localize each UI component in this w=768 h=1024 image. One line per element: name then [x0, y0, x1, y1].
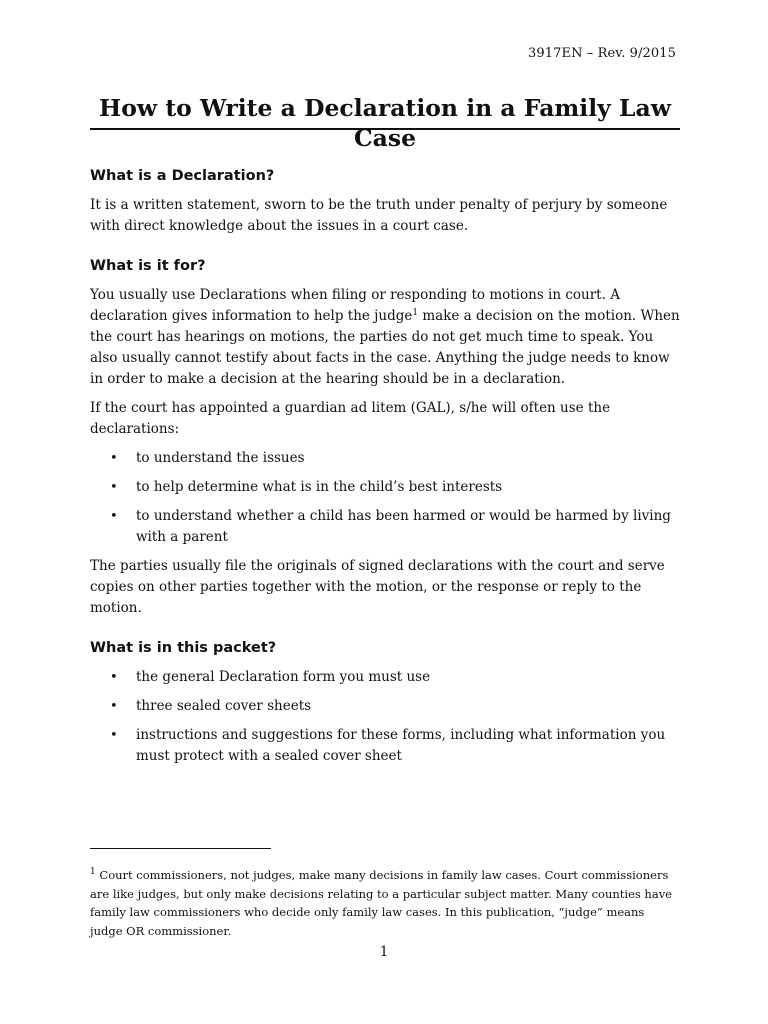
purpose-text-before: You usually use Declarations when filing or responding to motions in court. A declaration gives information to help the judge — [90, 287, 620, 324]
list-item-text: to understand whether a child has been harmed or would be harmed by living with a parent — [136, 508, 671, 545]
list-item — [90, 477, 680, 498]
bullet-icon: • — [110, 670, 118, 685]
list-item-text: the general Declaration form you must use — [136, 669, 431, 685]
footnote-reference: 1 — [412, 308, 419, 318]
bullet-icon: • — [110, 509, 118, 524]
section-heading-what-is-in-packet: What is in this packet? — [90, 640, 277, 656]
title-underline — [90, 128, 680, 130]
list-item — [90, 696, 680, 717]
footnote-separator — [90, 848, 271, 849]
list-item — [90, 448, 680, 469]
bullet-icon: • — [110, 728, 118, 743]
bullet-icon: • — [110, 451, 118, 466]
footnote-marker: 1 — [90, 867, 96, 877]
document-title: How to Write a Declaration in a Family Law Case — [99, 94, 671, 152]
list-item-text: three sealed cover sheets — [136, 698, 312, 714]
document-body — [90, 164, 680, 775]
packet-contents-list — [90, 667, 680, 767]
gal-uses-list — [90, 448, 680, 548]
filing-paragraph: The parties usually file the originals of signed declarations with the court and serve copies on other parties together with the motion, or the response or reply to the motion. — [90, 558, 665, 616]
purpose-text-after: make a decision on the motion. When the court has hearings on motions, the parties do not get much time to speak. You also usually cannot testify about facts in the case. Anything the judge needs to know in order to make a decision at the hearing should be in a declaration. — [90, 308, 680, 387]
bullet-icon: • — [110, 480, 118, 495]
list-item-text: instructions and suggestions for these forms, including what information you must protect with a sealed cover sheet — [136, 727, 666, 764]
section-heading-what-is-declaration: What is a Declaration? — [90, 168, 275, 184]
section-heading-what-is-it-for: What is it for? — [90, 258, 206, 274]
list-item-text: to understand the issues — [136, 450, 305, 466]
bullet-icon: • — [110, 699, 118, 714]
footnote — [90, 866, 680, 940]
list-item — [90, 667, 680, 688]
gal-intro: If the court has appointed a guardian ad litem (GAL), s/he will often use the declarations: — [90, 400, 611, 437]
list-item — [90, 506, 680, 548]
declaration-definition: It is a written statement, sworn to be the truth under penalty of perjury by someone with direct knowledge about the issues in a court case. — [90, 197, 668, 234]
page-number: 1 — [379, 944, 389, 960]
form-id: 3917EN – Rev. 9/2015 — [528, 46, 676, 61]
footnote-text: Court commissioners, not judges, make many decisions in family law cases. Court commissioners are like judges, but only make decisions relating to a particular subject matter. Many counties have family law commissioners who decide only family law cases. In this publication, “judge” means judge OR commissioner. — [90, 868, 672, 938]
purpose-paragraph — [90, 285, 680, 390]
list-item — [90, 725, 680, 767]
list-item-text: to help determine what is in the child’s best interests — [136, 479, 503, 495]
